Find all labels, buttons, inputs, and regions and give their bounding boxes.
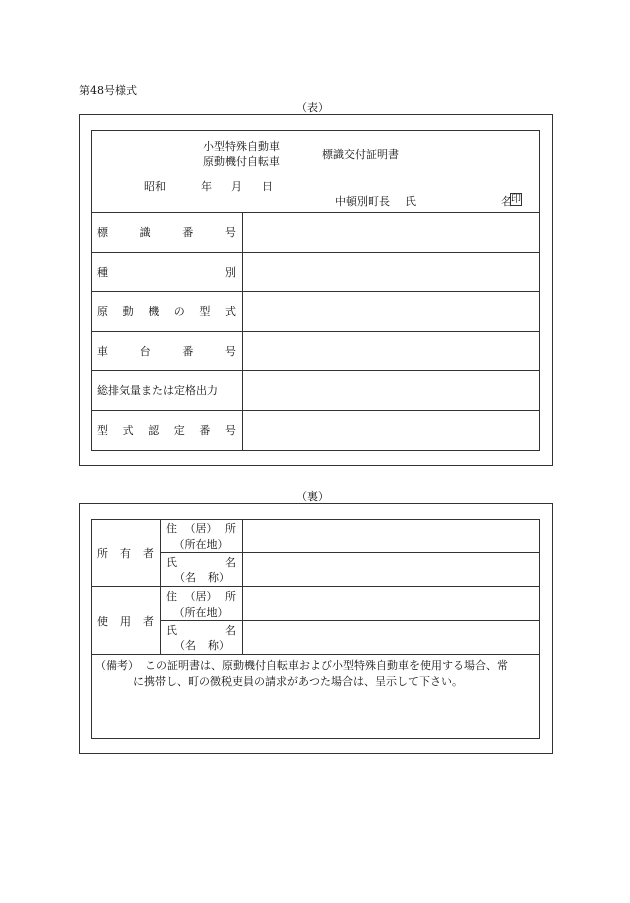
remarks-line-1: この証明書は、原動機付自転車および小型特殊自動車を使用する場合、常 (145, 659, 508, 672)
owner-address-label: 住 （居） 所 (166, 522, 236, 535)
user-label: 使 用 者 (97, 615, 154, 628)
back-row-divider (160, 620, 540, 621)
back-row-divider (91, 654, 540, 655)
front-table-top (91, 212, 540, 213)
seal-box: 印 (511, 194, 521, 205)
row-label-type: 種 別 (97, 266, 236, 279)
front-column-divider (242, 212, 243, 451)
owner-label: 所 有 者 (97, 547, 154, 560)
form-number: 第48号様式 (79, 84, 137, 97)
vehicle-type-line2: 原動機付自転車 (203, 155, 280, 168)
issuer-name-label: 氏 (405, 195, 416, 208)
document-title: 標識交付証明書 (322, 148, 399, 161)
month-unit: 月 (231, 180, 242, 193)
front-row-divider (91, 410, 540, 411)
row-label-engine-model: 原 動 機 の 型 式 (97, 305, 236, 318)
year-unit: 年 (201, 180, 212, 193)
user-name-sublabel: （名 称） (174, 639, 230, 652)
owner-name-sublabel: （名 称） (174, 571, 230, 584)
row-label-displacement: 総排気量または定格出力 (97, 384, 218, 397)
row-label-chassis-number: 車 台 番 号 (97, 345, 236, 358)
front-row-divider (91, 291, 540, 292)
front-row-divider (91, 252, 540, 253)
owner-address-sublabel: （所在地） (173, 538, 229, 551)
user-name-label: 氏 名 (166, 624, 236, 637)
era-label: 昭和 (144, 180, 166, 193)
row-label-type-approval-number: 型 式 認 定 番 号 (97, 424, 236, 437)
day-unit: 日 (262, 180, 273, 193)
owner-name-label: 氏 名 (166, 556, 236, 569)
user-address-sublabel: （所在地） (173, 606, 229, 619)
back-row-divider (160, 552, 540, 553)
issuer-title: 中頓別町長 (335, 195, 390, 208)
remarks-line-2: に携帯し、町の徴税吏員の請求があつた場合は、呈示して下さい。 (133, 675, 463, 688)
remarks-heading: （備考） (95, 659, 139, 672)
back-side-label: （裏） (296, 490, 329, 503)
front-row-divider (91, 331, 540, 332)
issuer-name-suffix: 名 (501, 195, 512, 208)
back-row-divider (91, 586, 540, 587)
front-side-label: （表） (296, 101, 329, 114)
vehicle-type-line1: 小型特殊自動車 (203, 140, 280, 153)
row-label-sign-number: 標 識 番 号 (97, 226, 236, 239)
user-address-label: 住 （居） 所 (166, 590, 236, 603)
front-row-divider (91, 370, 540, 371)
